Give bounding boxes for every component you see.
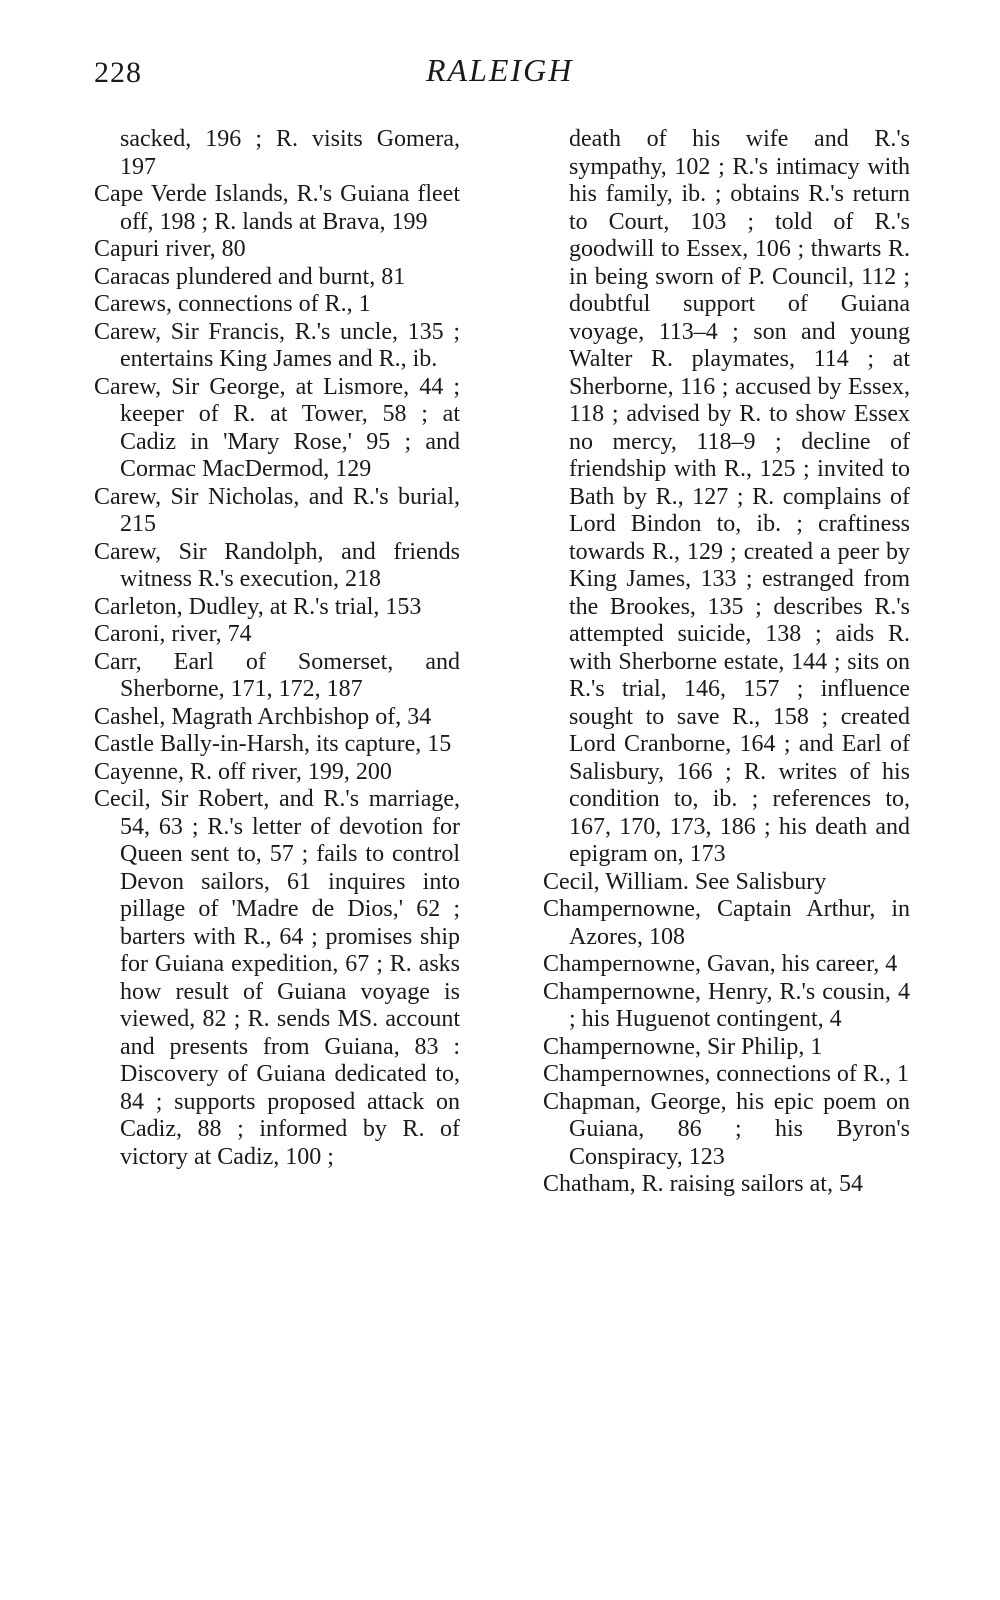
- index-entry: Cayenne, R. off river, 199, 200: [94, 758, 392, 785]
- index-entry: Carew, Sir Nicholas, and R.'s burial, 215: [94, 483, 460, 537]
- index-entry: Champernowne, Gavan, his career, 4: [543, 951, 898, 977]
- index-entry: Caroni, river, 74: [94, 621, 252, 647]
- index-entry: Carew, Sir Francis, R.'s uncle, 135 ; entertains King James and R., ib.: [94, 318, 460, 372]
- index-entry: sacked, 196 ; R. visits Gomera, 197: [120, 126, 460, 180]
- index-entry: Caracas plundered and burnt, 81: [94, 263, 406, 290]
- index-entry: Carew, Sir Randolph, and friends witness R.'s execution, 218: [94, 538, 460, 592]
- index-entry: Cecil, Sir Robert, and R.'s marriage, 54, 63 ; R.'s letter of devotion for Queen sent to, 57 ; fails to control Devon sailors, 61 inquires into pillage of 'Madre de Dios,' 62 ; barters with R., 64 ; promises ship for Guiana expedition, 67 ; R. asks how result of Guiana voyage is viewed, 82 ; R. sends MS. account and presents from Guiana, 83 : Discovery of Guiana dedicated to, 84 ; supports proposed attack on Cadiz, 88 ; informed by R. of victory at Cadiz, 100 ;: [94, 786, 460, 1170]
- index-entry: death of his wife and R.'s sympathy, 102 ; R.'s intimacy with his family, ib. ; obtains R.'s return to Court, 103 ; told of R.'s goodwill to Essex, 106 ; thwarts R. in being sworn of P. Council, 112 ; doubtful support of Guiana voyage, 113–4 ; son and young Walter R. playmates, 114 ; at Sherborne, 116 ; accused by Essex, 118 ; advised by R. to show Essex no mercy, 118–9 ; decline of friendship with R., 125 ; invited to Bath by R., 127 ; R. complains of Lord Bindon to, ib. ; craftiness towards R., 129 ; created a peer by King James, 133 ; estranged from the Brookes, 135 ; describes R.'s attempted suicide, 138 ; aids R. with Sherborne estate, 144 ; sits on R.'s trial, 146, 157 ; influence sought to save R., 158 ; created Lord Cranborne, 164 ; and Earl of Salisbury, 166 ; R. writes of his condition to, ib. ; references to, 167, 170, 173, 186 ; his death and epigram on, 173: [569, 126, 910, 867]
- index-entry: Champernowne, Sir Philip, 1: [543, 1033, 823, 1060]
- index-entry: Cashel, Magrath Archbishop of, 34: [94, 703, 432, 730]
- index-entry: Champernowne, Henry, R.'s cousin, 4 ; his Huguenot contingent, 4: [543, 978, 910, 1032]
- index-column-left: [94, 126, 460, 1171]
- index-entry: Chatham, R. raising sailors at, 54: [543, 1171, 863, 1197]
- index-entry: Cape Verde Islands, R.'s Guiana fleet off, 198 ; R. lands at Brava, 199: [94, 181, 460, 235]
- index-entry: Carew, Sir George, at Lismore, 44 ; keeper of R. at Tower, 58 ; at Cadiz in 'Mary Rose,' 95 ; and Cormac MacDermod, 129: [94, 373, 460, 482]
- index-column-right: [543, 126, 910, 1199]
- index-entry: Castle Bally-in-Harsh, its capture, 15: [94, 731, 452, 757]
- page-number: 228: [94, 56, 142, 89]
- running-head: RALEIGH: [426, 52, 574, 88]
- index-entry: Carr, Earl of Somerset, and Sherborne, 171, 172, 187: [94, 648, 460, 702]
- index-entry: Carleton, Dudley, at R.'s trial, 153: [94, 593, 422, 620]
- index-entry: Capuri river, 80: [94, 236, 246, 262]
- index-entry: Carews, connections of R., 1: [94, 291, 371, 317]
- index-entry: Champernownes, connections of R., 1: [543, 1061, 909, 1087]
- index-entry: Champernowne, Captain Arthur, in Azores, 108: [543, 896, 910, 950]
- index-entry: Cecil, William. See Salisbury: [543, 868, 827, 895]
- index-entry: Chapman, George, his epic poem on Guiana, 86 ; his Byron's Conspiracy, 123: [543, 1088, 910, 1170]
